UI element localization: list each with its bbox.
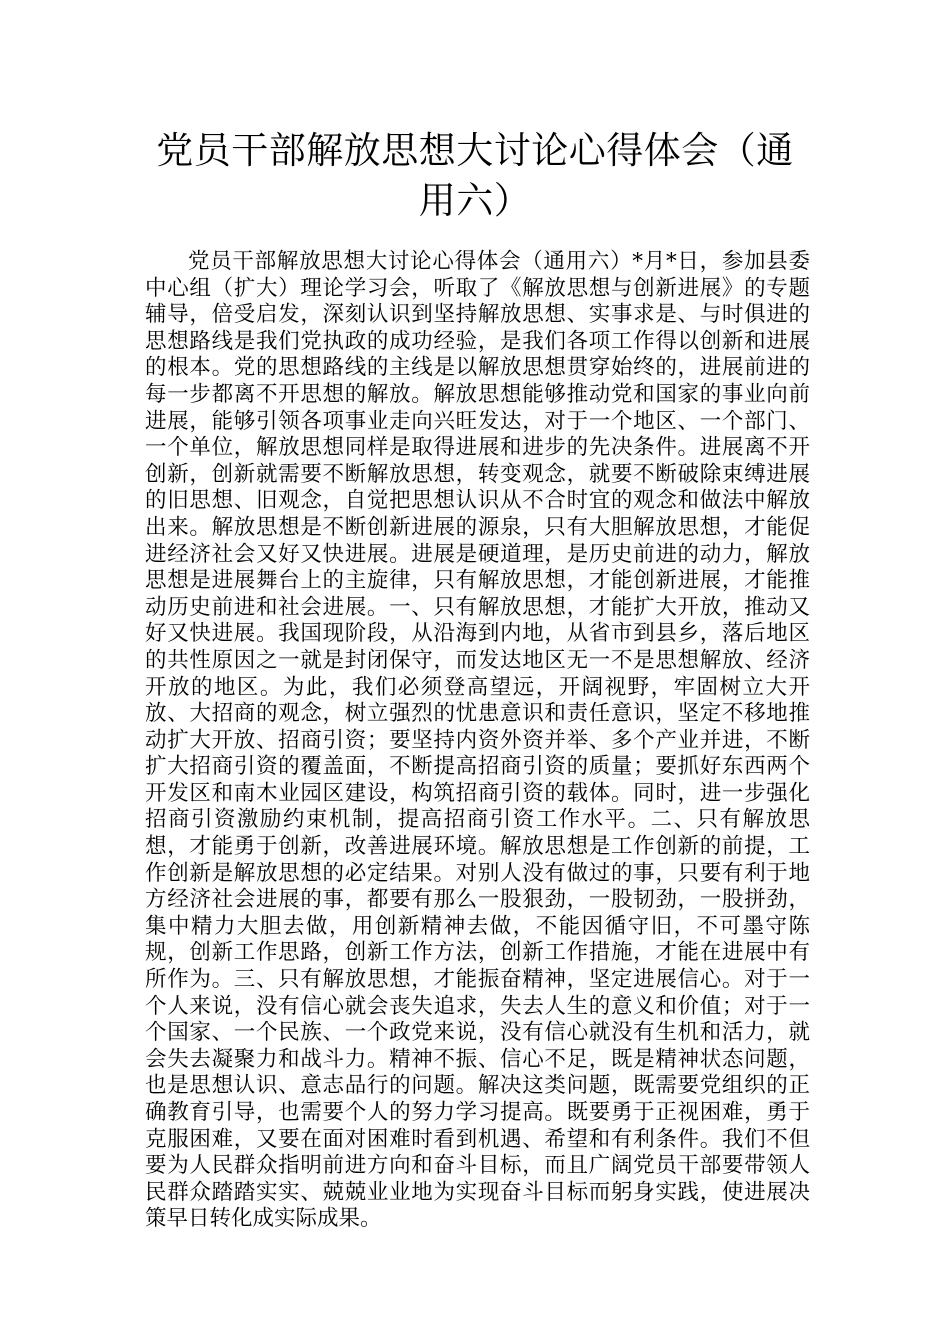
document-body-paragraph: 党员干部解放思想大讨论心得体会（通用六）*月*日，参加县委中心组（扩大）理论学习会，听取了《解放思想与创新进展》的专题辅导，倍受启发，深刻认识到坚持解放思想、实事求是、与时俱进的思想路线是我们党执政的成功经验，是我们各项工作得以创新和进展的根本。党的思想路线的主线是以解放思想贯穿始终的，进展前进的每一步都离不开思想的解放。解放思想能够推动党和国家的事业向前进展，能够引领各项事业走向兴旺发达，对于一个地区、一个部门、一个单位，解放思想同样是取得进展和进步的先决条件。进展离不开创新，创新就需要不断解放思想，转变观念，就要不断破除束缚进展的旧思想、旧观念，自觉把思想认识从不合时宜的观念和做法中解放出来。解放思想是不断创新进展的源泉，只有大胆解放思想，才能促进经济社会又好又快进展。进展是硬道理，是历史前进的动力，解放思想是进展舞台上的主旋律，只有解放思想，才能创新进展，才能推动历史前进和社会进展。一、只有解放思想，才能扩大开放，推动又好又快进展。我国现阶段，从沿海到内地，从省市到县乡，落后地区的共性原因之一就是封闭保守，而发达地区无一不是思想解放、经济开放的地区。为此，我们必须登高望远，开阔视野，牢固树立大开放、大招商的观念，树立强烈的忧患意识和责任意识，坚定不移地推动扩大开放、招商引资；要坚持内资外资并举、多个产业并进，不断扩大招商引资的覆盖面，不断提高招商引资的质量；要抓好东西两个开发区和南木业园区建设，构筑招商引资的载体。同时，进一步强化招商引资激励约束机制，提高招商引资工作水平。二、只有解放思想，才能勇于创新，改善进展环境。解放思想是工作创新的前提，工作创新是解放思想的必定结果。对别人没有做过的事，只要有利于地方经济社会进展的事，都要有那么一股狠劲，一股韧劲，一股拼劲，集中精力大胆去做，用创新精神去做，不能因循守旧，不可墨守陈规，创新工作思路，创新工作方法，创新工作措施，才能在进展中有所作为。三、只有解放思想，才能振奋精神，坚定进展信心。对于一个人来说，没有信心就会丧失追求，失去人生的意义和价值；对于一个国家、一个民族、一个政党来说，没有信心就没有生机和活力，就会失去凝聚力和战斗力。精神不振、信心不足，既是精神状态问题，也是思想认识、意志品行的问题。解决这类问题，既需要党组织的正确教育引导，也需要个人的努力学习提高。既要勇于正视困难，勇于克服困难，又要在面对困难时看到机遇、希望和有利条件。我们不但要为人民群众指明前进方向和奋斗目标，而且广阔党员干部要带领人民群众踏踏实实、兢兢业业地为实现奋斗目标而躬身实践，使进展决策早日转化成实际成果。 (145, 249, 810, 1232)
document-title: 党员干部解放思想大讨论心得体会（通用六） (156, 129, 794, 222)
